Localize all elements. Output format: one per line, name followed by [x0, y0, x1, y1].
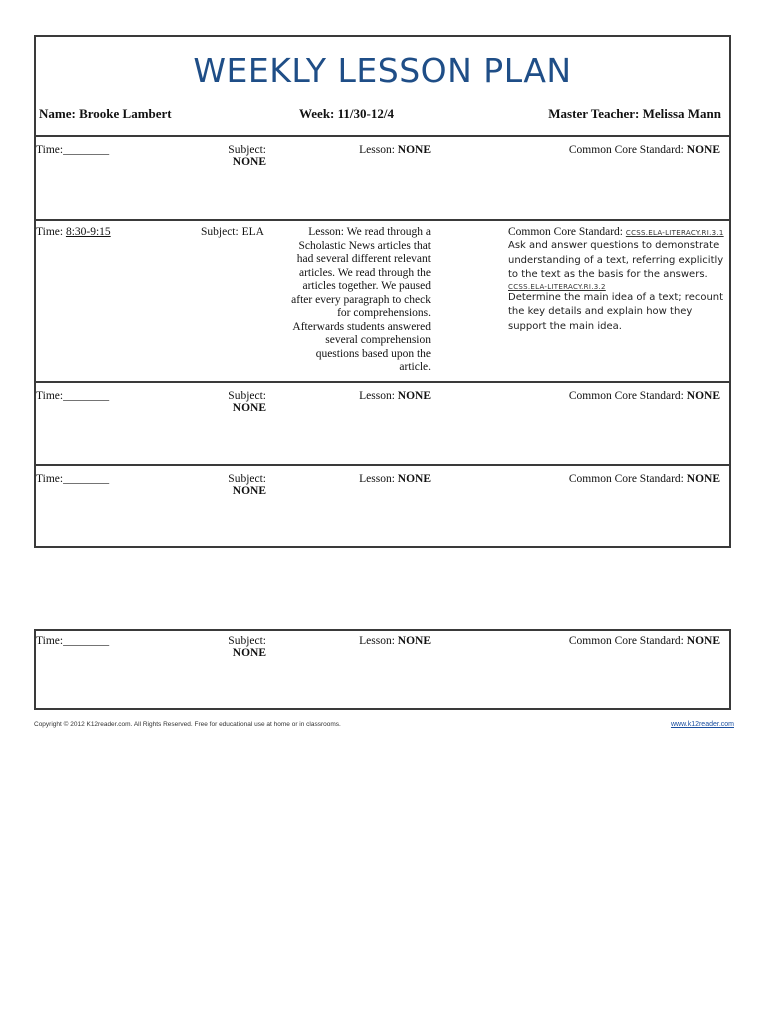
lesson-row-5: [36, 635, 729, 705]
subject-cell: Subject: ELA: [201, 226, 264, 238]
copyright-notice: Copyright © 2012 K12reader.com. All Rights Reserved. Free for educational use at home or in classrooms.: [34, 721, 341, 728]
row-divider: [36, 464, 729, 466]
time-cell: Time: 8:30-9:15: [36, 226, 111, 238]
ccs-cell: Common Core Standard: NONE: [568, 390, 720, 402]
ccs-cell: Common Core Standard: CCSS.ELA-LITERACY.RI.3.1 Ask and answer questions to demonstrate understanding of a text, referring explicitly to the text as the basis for the answers. CCSS.ELA-LITERACY.RI.3.2 Determine the main idea of a text; recount the key details and explain how they support the main idea.: [508, 226, 730, 334]
lesson-cell: Lesson: We read through a Scholastic News articles that had several different relevant articles. We read through the articles together. We paused after every paragraph to check for comprehensions. Afterwards students answered several comprehension questions based upon the article.: [291, 226, 431, 373]
time-cell: Time:________: [36, 635, 110, 647]
lesson-plan-table-page-2: [34, 629, 731, 710]
lesson-row-1: [36, 144, 729, 224]
ccs-code-link[interactable]: CCSS.ELA-LITERACY.RI.3.2: [508, 282, 606, 291]
ccs-cell: Common Core Standard: NONE: [568, 635, 720, 647]
subject-cell: Subject: NONE: [228, 390, 266, 414]
ccs-cell: Common Core Standard: NONE: [568, 144, 720, 156]
subject-cell: Subject: NONE: [228, 635, 266, 659]
lesson-cell: Lesson: NONE: [359, 635, 431, 647]
lesson-row-4: [36, 473, 729, 543]
subject-cell: Subject: NONE: [228, 144, 266, 168]
time-cell: Time:________: [36, 144, 110, 156]
master-teacher: Master Teacher: Melissa Mann: [548, 106, 721, 121]
header-divider: [36, 135, 729, 137]
row-divider: [36, 381, 729, 383]
ccs-description: Ask and answer questions to demonstrate understanding of a text, referring explicitly to the text as the basis for the answers.: [508, 240, 724, 280]
lesson-row-ela: [36, 226, 729, 381]
ccs-description: Determine the main idea of a text; recount the key details and explain how they support the main idea.: [508, 291, 724, 332]
teacher-name: Name: Brooke Lambert: [39, 106, 172, 121]
time-cell: Time:________: [36, 390, 110, 402]
lesson-cell: Lesson: NONE: [359, 473, 431, 485]
lesson-plan-table: [34, 35, 731, 548]
week-range: Week: 11/30-12/4: [299, 106, 394, 121]
page-title: WEEKLY LESSON PLAN: [193, 51, 572, 90]
lesson-row-3: [36, 390, 729, 465]
ccs-code-link[interactable]: CCSS.ELA-LITERACY.RI.3.1: [625, 229, 724, 237]
subject-cell: Subject: NONE: [228, 473, 266, 497]
row-divider: [36, 219, 729, 221]
lesson-cell: Lesson: NONE: [359, 390, 431, 402]
time-cell: Time:________: [36, 473, 110, 485]
website-link[interactable]: www.k12reader.com: [670, 721, 734, 728]
ccs-cell: Common Core Standard: NONE: [568, 473, 720, 485]
lesson-cell: Lesson: NONE: [359, 144, 431, 156]
